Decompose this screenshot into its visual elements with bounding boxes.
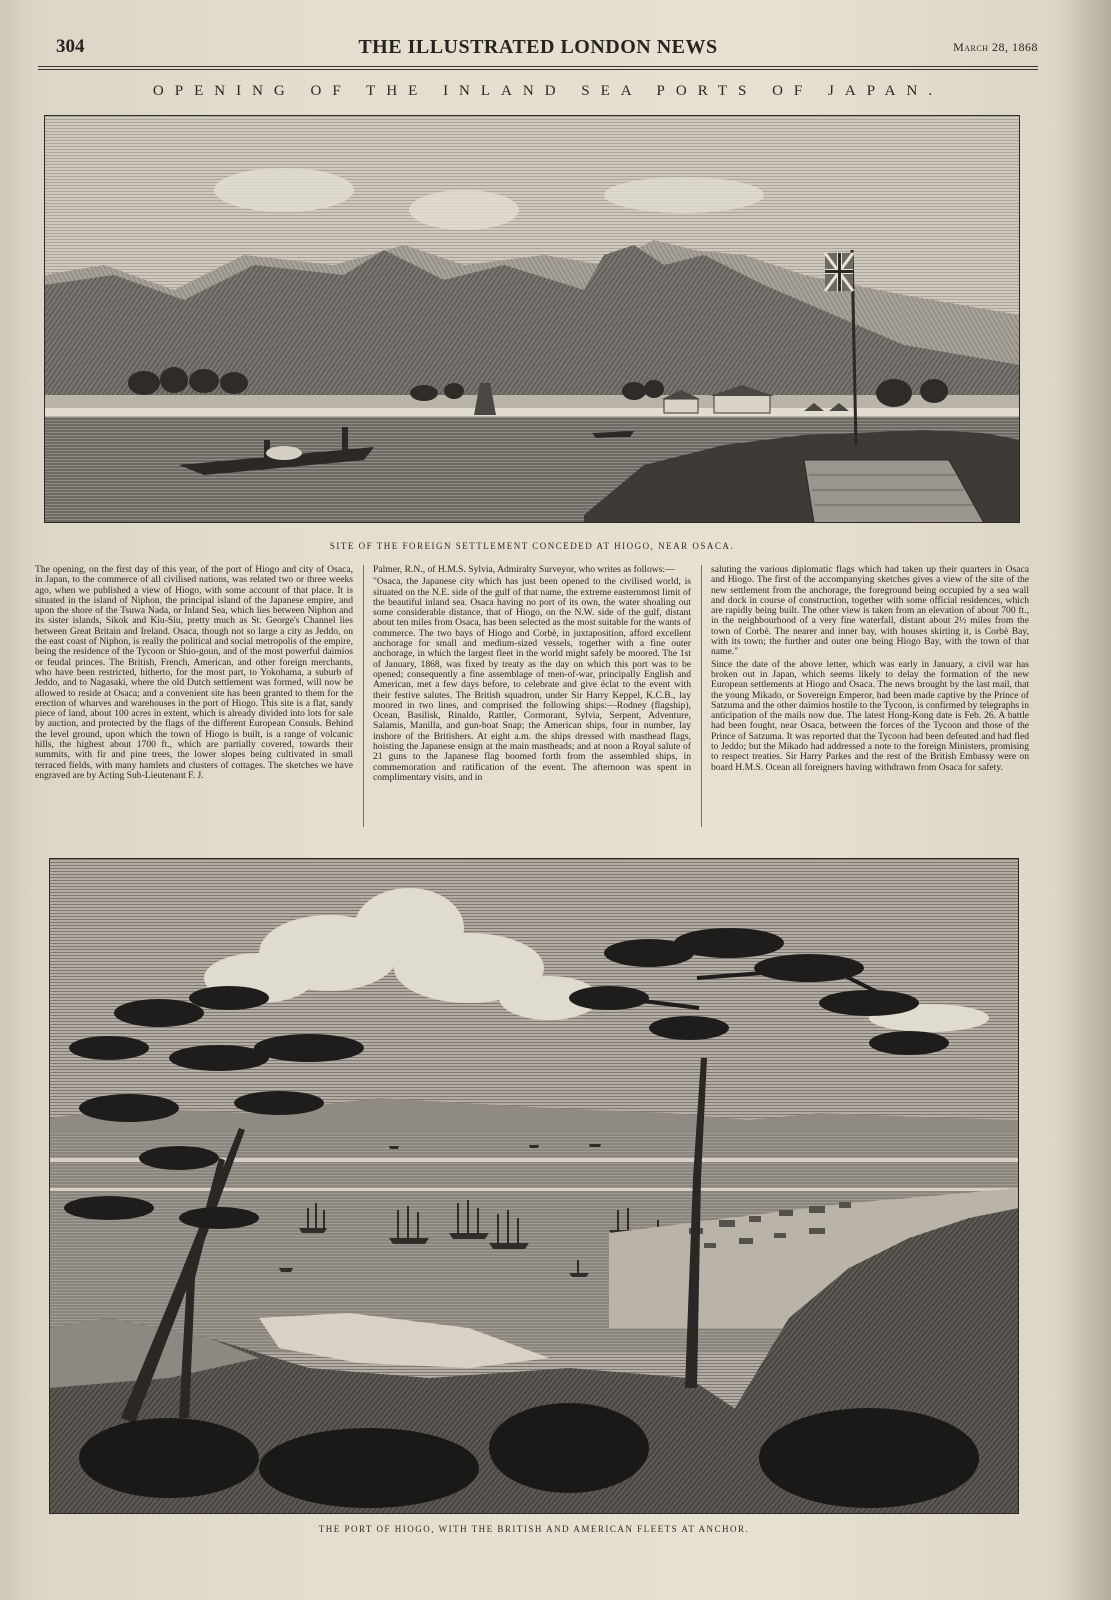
paragraph: The opening, on the first day of this year, of the port of Hiogo and city of Osaca, in Japan, to the commerce of all civilised nations, was related two or three weeks ago, when we published a view of Hiogo, with some account of that place. It is situated in the island of Niphon, the principal island of the Japanese empire, and upon the shore of the Tsuwa Nada, or Inland Sea, which lies between Niphon and its sister islands, Sikok and Kiu-Siu, pretty much as St. George's Channel lies between Great Britain and Ireland. Osaca, though not so large a city as Jeddo, on the east coast of Niphon, is really the political and social metropolis of the empire, being the residence of the Tycoon or Shio-goun, and of the most powerful daimios or feudal princes. The British, French, American, and other foreign merchants, who have been restricted, hitherto, for the most part, to Yokohama, a suburb of Jeddo, and to Nagasaki, where the old Dutch settlement was formed, will now be allowed to reside at Osaca; and a convenient site has been granted to them for the erection of wharves and warehouses in the port of Hiogo. This site is a flat, sandy piece of land, about 100 acres in extent, which is already divided into lots for sale by auction, and protected by the flags of the different European Consuls. Behind the level ground, upon which the town of Hiogo is built, is a range of volcanic hills, the highest about 1700 ft., which are partially covered, towards their summits, with fir and pine trees, the lower slopes being cultivated in small terraced fields, with many hamlets and clusters of cottages. The sketches we have engraved are by Acting Sub-Lieutenant F. J. [35, 564, 353, 781]
column-rule [363, 565, 364, 827]
cloud [409, 190, 519, 230]
port-illustration [49, 858, 1019, 1514]
engraving-port-of-hiogo [49, 858, 1019, 1514]
top-image-caption: SITE OF THE FOREIGN SETTLEMENT CONCEDED AT HIOGO, NEAR OSACA. [329, 541, 735, 551]
article-body [35, 565, 1030, 827]
masthead [38, 36, 1038, 66]
issue-date: March 28, 1868 [953, 40, 1038, 54]
page-number: 304 [56, 36, 85, 57]
newspaper-title: THE ILLUSTRATED LONDON NEWS [358, 36, 718, 58]
bottom-image-caption: THE PORT OF HIOGO, WITH THE BRITISH AND AMERICAN FLEETS AT ANCHOR. [318, 1524, 750, 1534]
column-rule [701, 565, 702, 827]
page-edge-shadow [1051, 0, 1111, 1600]
masthead-rule [38, 66, 1038, 67]
article-column-1 [35, 565, 353, 783]
engraving-settlement-site [44, 115, 1020, 523]
paragraph: Palmer, R.N., of H.M.S. Sylvia, Admiralty Surveyor, who writes as follows:— [373, 564, 675, 575]
article-headline: OPENING OF THE INLAND SEA PORTS OF JAPAN. [152, 83, 944, 99]
union-flag [825, 253, 853, 291]
settlement-illustration [44, 115, 1020, 523]
cloud [214, 168, 354, 212]
paragraph: saluting the various diplomatic flags which had taken up their quarters in Osaca and Hiogo. The first of the accompanying sketches gives a view of the site of the new settlement from the anchorage, the foreground being occupied by a sea wall and dock in course of construction, together with some official residences, which are rapidly being built. The other view is taken from an elevation of about 700 ft., in the neighbourhood of a very fine waterfall, distant about 2½ miles from the town of Corbè. The nearer and inner bay, with houses skirting it, is Corbè Bay, with its town; the further and outer one being Hiogo Bay, with the town of that name." [711, 564, 1029, 658]
paragraph: Since the date of the above letter, which was early in January, a civil war has broken out in Japan, which seems likely to delay the formation of the new European settlements at Hiogo and Osaca. The news brought by the last mail, that the young Mikado, or Sovereign Emperor, had been made captive by the Prince of Satzuma and the other daimios hostile to the Tycoon, is confirmed by telegraphs in anticipation of the mails now due. The latest Hong-Kong date is Feb. 26. A battle had been fought, near Osaca, between the forces of the Tycoon and those of the Prince of Satzuma. It was reported that the Tycoon had been defeated and had fled to Jeddo; but the Mikado had addressed a note to the foreign Ministers, promising to respect treaties. Sir Harry Parkes and the rest of the British Embassy were on board H.M.S. Ocean all foreigners having withdrawn from Osaca for safety. [711, 658, 1029, 773]
masthead-rule-secondary [38, 69, 1038, 70]
cloud [604, 177, 764, 213]
article-column-2 [373, 565, 691, 785]
paragraph: "Osaca, the Japanese city which has just been opened to the civilised world, is situated on the N.E. side of the gulf of that name, the extreme easternmost limit of the beautiful inland sea. Osaca having no port of its own, the water shoaling out some considerable distance, that of Hiogo, on the N.W. side of the gulf, distant about ten miles from Osaca, has been selected as the most suitable for the wants of commerce. The two bays of Hiogo and Corbè, in juxtaposition, afford excellent anchorage for small and medium-sized vessels, together with a fine outer anchorage, in which the largest fleet in the world might safely be moored. The 1st of January, 1868, was fixed by treaty as the day on which this port was to be opened; consequently a fine assemblage of men-of-war, principally English and American, met a few days before, to celebrate and give éclat to the event with their festive salutes. The British squadron, under Sir Harry Keppel, K.C.B., lay moored in two lines, and comprised the following ships:—Rodney (flagship), Ocean, Basilisk, Rinaldo, Rattler, Cormorant, Sylvia, Serpent, Adventure, Salamis, Manilla, and gun-boat Snap; the American ships, four in number, lay inshore of the Britishers. At eight a.m. the ships dressed with masthead flags, hoisting the Japanese ensign at the main mastheads; and at noon a Royal salute of 21 guns to the Japanese flag boomed forth from the assembled ships, in commemoration and ratification of the event. The afternoon was spent in complimentary visits, and in [373, 576, 691, 783]
article-column-3 [711, 565, 1029, 775]
